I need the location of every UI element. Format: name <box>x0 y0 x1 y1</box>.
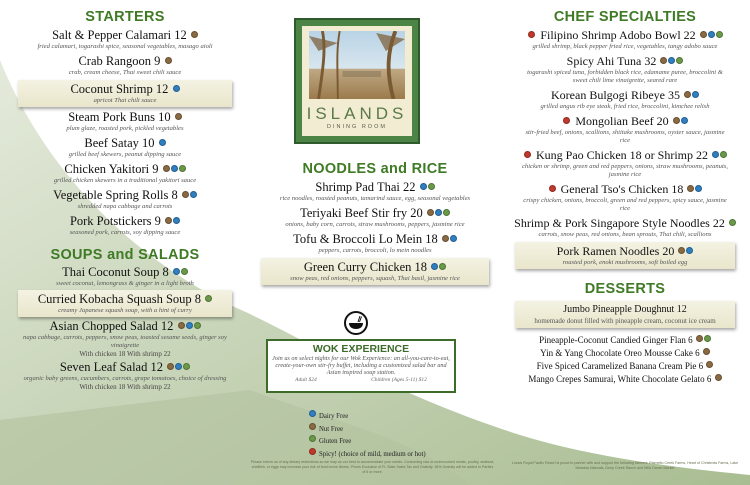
menu-item <box>0 360 250 391</box>
gluten-free-icon <box>676 57 683 64</box>
dairy-free-icon <box>173 268 180 275</box>
menu-item-name: Kung Pao Chicken 18 or Shrimp 22 <box>500 148 750 162</box>
nut-free-icon <box>703 348 710 355</box>
nut-free-icon <box>706 361 713 368</box>
dairy-free-icon <box>686 247 693 254</box>
menu-item-description: onions, baby corn, carrots, straw mushrooms, peppers, jasmine rice <box>285 221 465 228</box>
nut-free-icon <box>696 335 703 342</box>
nut-free-icon <box>165 217 172 224</box>
spicy-icon <box>528 31 535 38</box>
spicy-icon <box>309 448 316 455</box>
dairy-free-icon <box>431 263 438 270</box>
nut-free-icon <box>167 363 174 370</box>
menu-item-description: organic baby greens, cucumbers, carrots, grape tomatoes, choice of dressing <box>23 375 227 382</box>
menu-item-description: grilled chicken skewers in a traditional yakitori sauce <box>53 177 197 184</box>
wok-adult-price: Adult $24 <box>295 376 317 383</box>
legend-label: Dairy Free <box>319 413 349 420</box>
spicy-icon <box>563 117 570 124</box>
nut-free-icon <box>163 165 170 172</box>
menu-item <box>0 136 250 159</box>
menu-item-description: grilled beef skewers, peanut dipping sauce <box>68 151 182 158</box>
legend-item <box>308 410 426 423</box>
menu-item <box>18 80 232 107</box>
restaurant-name: ISLANDS <box>306 104 408 123</box>
menu-item-description: togarashi spiced tuna, forbidden black rice, edamame puree, broccolini & sweet chili lime vinaigrette, seared rare <box>527 69 723 84</box>
menu-item-description: snow peas, red onions, peppers, squash, Thai basil, jasmine rice <box>290 275 460 282</box>
nut-free-icon <box>700 31 707 38</box>
nut-free-icon <box>687 185 694 192</box>
footer-partners: Loews Royal Pacific Resort is proud to partner with and support the following farmers: Palmetto Creek Farms, Heart of Christmas Farms, Lake Meadow Naturals, Deep Creek Ranch and Wild Ocean Market <box>511 461 739 470</box>
gluten-free-icon <box>179 165 186 172</box>
dairy-free-icon <box>435 209 442 216</box>
menu-item-description: stir-fried beef, onions, scallions, shiitake mushrooms, oyster sauce, jasmine rice <box>525 129 725 144</box>
section-title-desserts: DESSERTS <box>584 281 666 297</box>
menu-item <box>255 180 495 203</box>
nut-free-icon <box>178 322 185 329</box>
menu-item <box>0 28 250 51</box>
dairy-free-icon <box>450 235 457 242</box>
nut-free-icon <box>678 247 685 254</box>
wok-description: Join us on select nights for our Wok Experience: an all-you-care-to-eat, create-your-own stir-fry buffet, including a customized salad bar and Asian inspired soup station. <box>272 355 450 377</box>
menu-item-description: roasted pork, enoki mushrooms, soft boiled egg <box>562 259 688 266</box>
gluten-free-icon <box>729 219 736 226</box>
menu-item-description: apricot Thai chili sauce <box>93 97 157 104</box>
legend-item <box>308 448 426 461</box>
dairy-free-icon <box>171 165 178 172</box>
soups-salads-list <box>0 265 250 391</box>
noodles-rice-list <box>255 180 495 285</box>
nut-free-icon <box>715 374 722 381</box>
menu-item <box>500 88 750 111</box>
islands-logo <box>294 18 420 144</box>
menu-item <box>500 28 750 51</box>
menu-item-name: Thai Coconut Soup 8 <box>0 265 250 279</box>
menu-item <box>500 148 750 179</box>
dietary-legend <box>308 410 426 460</box>
menu-item-description: crispy chicken, onions, broccoli, green and red peppers, spicy sauce, jasmine rice <box>523 197 727 212</box>
menu-item-name: Chicken Yakitori 9 <box>0 162 250 176</box>
menu-item-name: Spicy Ahi Tuna 32 <box>500 54 750 68</box>
nut-free-icon <box>175 113 182 120</box>
gluten-free-icon <box>183 363 190 370</box>
menu-item-description: rice noodles, roasted peanuts, tamarind sauce, egg, seasonal vegetables <box>279 195 471 202</box>
menu-item-name: Shrimp Pad Thai 22 <box>255 180 495 194</box>
menu-item-name: Pork Ramen Noodles 20 <box>515 244 735 258</box>
legend-label: Spicy! (choice of mild, medium or hot) <box>319 450 426 458</box>
menu-item-name: Beef Satay 10 <box>0 136 250 150</box>
gluten-free-icon <box>428 183 435 190</box>
gluten-free-icon <box>720 151 727 158</box>
gluten-free-icon <box>181 268 188 275</box>
dessert-item: Five Spiced Caramelized Banana Cream Pie 6 <box>500 360 750 373</box>
section-title-noodles-rice: NOODLES and RICE <box>302 161 448 177</box>
gluten-free-icon <box>205 295 212 302</box>
nut-free-icon <box>684 91 691 98</box>
bowl-chopsticks-icon <box>344 311 368 335</box>
menu-item <box>0 188 250 211</box>
menu-item-description: plum glaze, roasted pork, pickled vegetables <box>66 125 184 132</box>
menu-item <box>0 214 250 237</box>
menu-item-addons: With chicken 18 With shrimp 22 <box>79 350 171 358</box>
featured-dessert-desc: homemade donut filled with pineapple cream, coconut ice cream <box>534 317 716 325</box>
menu-item-name: Filipino Shrimp Adobo Bowl 22 <box>500 28 750 42</box>
gluten-free-icon <box>443 209 450 216</box>
menu-item-description: carrots, snow peas, red onions, bean sprouts, Thai chili, scallions <box>538 231 712 238</box>
menu-item-name: Teriyaki Beef Stir fry 20 <box>255 206 495 220</box>
nut-free-icon <box>660 57 667 64</box>
chef-specialties-list <box>500 28 750 269</box>
menu-item-description: shredded napa cabbage and carrots <box>77 203 173 210</box>
dairy-free-icon <box>712 151 719 158</box>
menu-item-name: Steam Pork Buns 10 <box>0 110 250 124</box>
wok-experience-box <box>266 339 456 393</box>
menu-item-addons: With chicken 18 With shrimp 22 <box>79 383 171 391</box>
menu-item-name: Vegetable Spring Rolls 8 <box>0 188 250 202</box>
gluten-free-icon <box>309 435 316 442</box>
menu-item-name: Seven Leaf Salad 12 <box>0 360 250 374</box>
menu-item-description: crab, cream cheese, Thai sweet chili sauce <box>68 69 182 76</box>
menu-item-description: napa cabbage, carrots, peppers, snow peas, toasted sesame seeds, ginger soy vinaigrette <box>23 334 227 349</box>
legend-label: Gluten Free <box>319 438 352 445</box>
dessert-item: Yin & Yang Chocolate Oreo Mousse Cake 6 <box>500 347 750 360</box>
dairy-free-icon <box>173 217 180 224</box>
menu-item <box>0 110 250 133</box>
menu-item <box>18 290 232 317</box>
middle-column <box>255 161 495 285</box>
featured-dessert-name: Jumbo Pineapple Doughnut 12 <box>563 304 687 315</box>
menu-item <box>500 216 750 239</box>
menu-item-description: fried calamari, togarashi spice, seasonal vegetables, masago aioli <box>37 43 213 50</box>
dairy-free-icon <box>159 139 166 146</box>
menu-item <box>500 54 750 85</box>
menu-item <box>0 265 250 288</box>
palm-beach-illustration <box>309 31 405 99</box>
dairy-free-icon <box>420 183 427 190</box>
menu-item <box>261 258 489 285</box>
menu-item-name: Korean Bulgogi Ribeye 35 <box>500 88 750 102</box>
legend-item <box>308 435 426 448</box>
dairy-free-icon <box>692 91 699 98</box>
menu-item-description: sweet coconut, lemongrass & ginger in a light broth <box>56 280 194 287</box>
menu-item-description: peppers, carrots, broccoli, lo mein noodles <box>318 247 432 254</box>
left-column <box>0 0 250 391</box>
wok-title: WOK EXPERIENCE <box>312 343 410 355</box>
dairy-free-icon <box>309 410 316 417</box>
spicy-icon <box>549 185 556 192</box>
menu-item <box>255 206 495 229</box>
menu-item-name: Curried Kobacha Squash Soup 8 <box>18 292 232 306</box>
menu-item-name: General Tso's Chicken 18 <box>500 182 750 196</box>
dairy-free-icon <box>681 117 688 124</box>
section-title-soups-salads: SOUPS and SALADS <box>50 247 200 263</box>
menu-item <box>500 114 750 145</box>
menu-item <box>0 162 250 185</box>
right-column <box>500 0 750 386</box>
menu-item <box>515 242 735 269</box>
menu-item-description: chicken or shrimp, green and red peppers, onions, straw mushrooms, peanuts, jasmine rice <box>521 163 729 178</box>
nut-free-icon <box>182 191 189 198</box>
nut-free-icon <box>673 117 680 124</box>
dairy-free-icon <box>695 185 702 192</box>
menu-item-description: creamy Japanese squash soup, with a hint of curry <box>58 307 192 314</box>
menu-item-description: grilled shrimp, black pepper fried rice, vegetables, tangy adobo sauce <box>532 43 718 50</box>
dairy-free-icon <box>190 191 197 198</box>
dairy-free-icon <box>186 322 193 329</box>
starters-list <box>0 28 250 237</box>
nut-free-icon <box>309 423 316 430</box>
nut-free-icon <box>427 209 434 216</box>
gluten-free-icon <box>716 31 723 38</box>
wok-children-price: Children (Ages 5-11) $12 <box>371 376 427 383</box>
menu-item-description: grilled angus rib eye steak, fried rice, broccolini, kimchee relish <box>540 103 710 110</box>
menu-item-name: Pork Potstickers 9 <box>0 214 250 228</box>
dessert-item: Pineapple-Coconut Candied Ginger Flan 6 <box>500 334 750 347</box>
menu-item-description: seasoned pork, carrots, soy dipping sauce <box>69 229 181 236</box>
footer-disclaimer: Please inform us of any dietary restrictions so we may do our best to accommodate your needs. Consuming raw or undercooked meats, poultry, seafood, shellfish, or eggs may increase your risk of food borne illness. Prices Exclusive of FL State Sales Tax and Gratuity. 18% Gratuity will be added to Parties of 6 or more. <box>250 460 495 474</box>
gluten-free-icon <box>704 335 711 342</box>
menu-item <box>0 54 250 77</box>
dairy-free-icon <box>668 57 675 64</box>
legend-item <box>308 423 426 436</box>
menu-item <box>255 232 495 255</box>
menu-item-name: Shrimp & Pork Singapore Style Noodles 22 <box>500 216 750 230</box>
menu-item-name: Green Curry Chicken 18 <box>261 260 489 274</box>
legend-label: Nut Free <box>319 425 343 433</box>
menu-item-name: Asian Chopped Salad 12 <box>0 319 250 333</box>
gluten-free-icon <box>439 263 446 270</box>
spicy-icon <box>524 151 531 158</box>
restaurant-subtitle: DINING ROOM <box>327 124 387 130</box>
desserts-list <box>500 334 750 386</box>
menu-item-name: Salt & Pepper Calamari 12 <box>0 28 250 42</box>
menu-item <box>0 319 250 358</box>
dairy-free-icon <box>708 31 715 38</box>
dairy-free-icon <box>175 363 182 370</box>
gluten-free-icon <box>194 322 201 329</box>
nut-free-icon <box>442 235 449 242</box>
section-title-starters: STARTERS <box>85 9 165 25</box>
featured-dessert <box>515 301 735 328</box>
menu-item-name: Tofu & Broccoli Lo Mein 18 <box>255 232 495 246</box>
menu-item <box>500 182 750 213</box>
dairy-free-icon <box>173 85 180 92</box>
menu-item-name: Mongolian Beef 20 <box>500 114 750 128</box>
dessert-item: Mango Crepes Samurai, White Chocolate Gelato 6 <box>500 373 750 386</box>
nut-free-icon <box>191 31 198 38</box>
menu-item-name: Coconut Shrimp 12 <box>18 82 232 96</box>
menu-item-name: Crab Rangoon 9 <box>0 54 250 68</box>
nut-free-icon <box>165 57 172 64</box>
section-title-chef-specialties: CHEF SPECIALTIES <box>553 9 697 25</box>
